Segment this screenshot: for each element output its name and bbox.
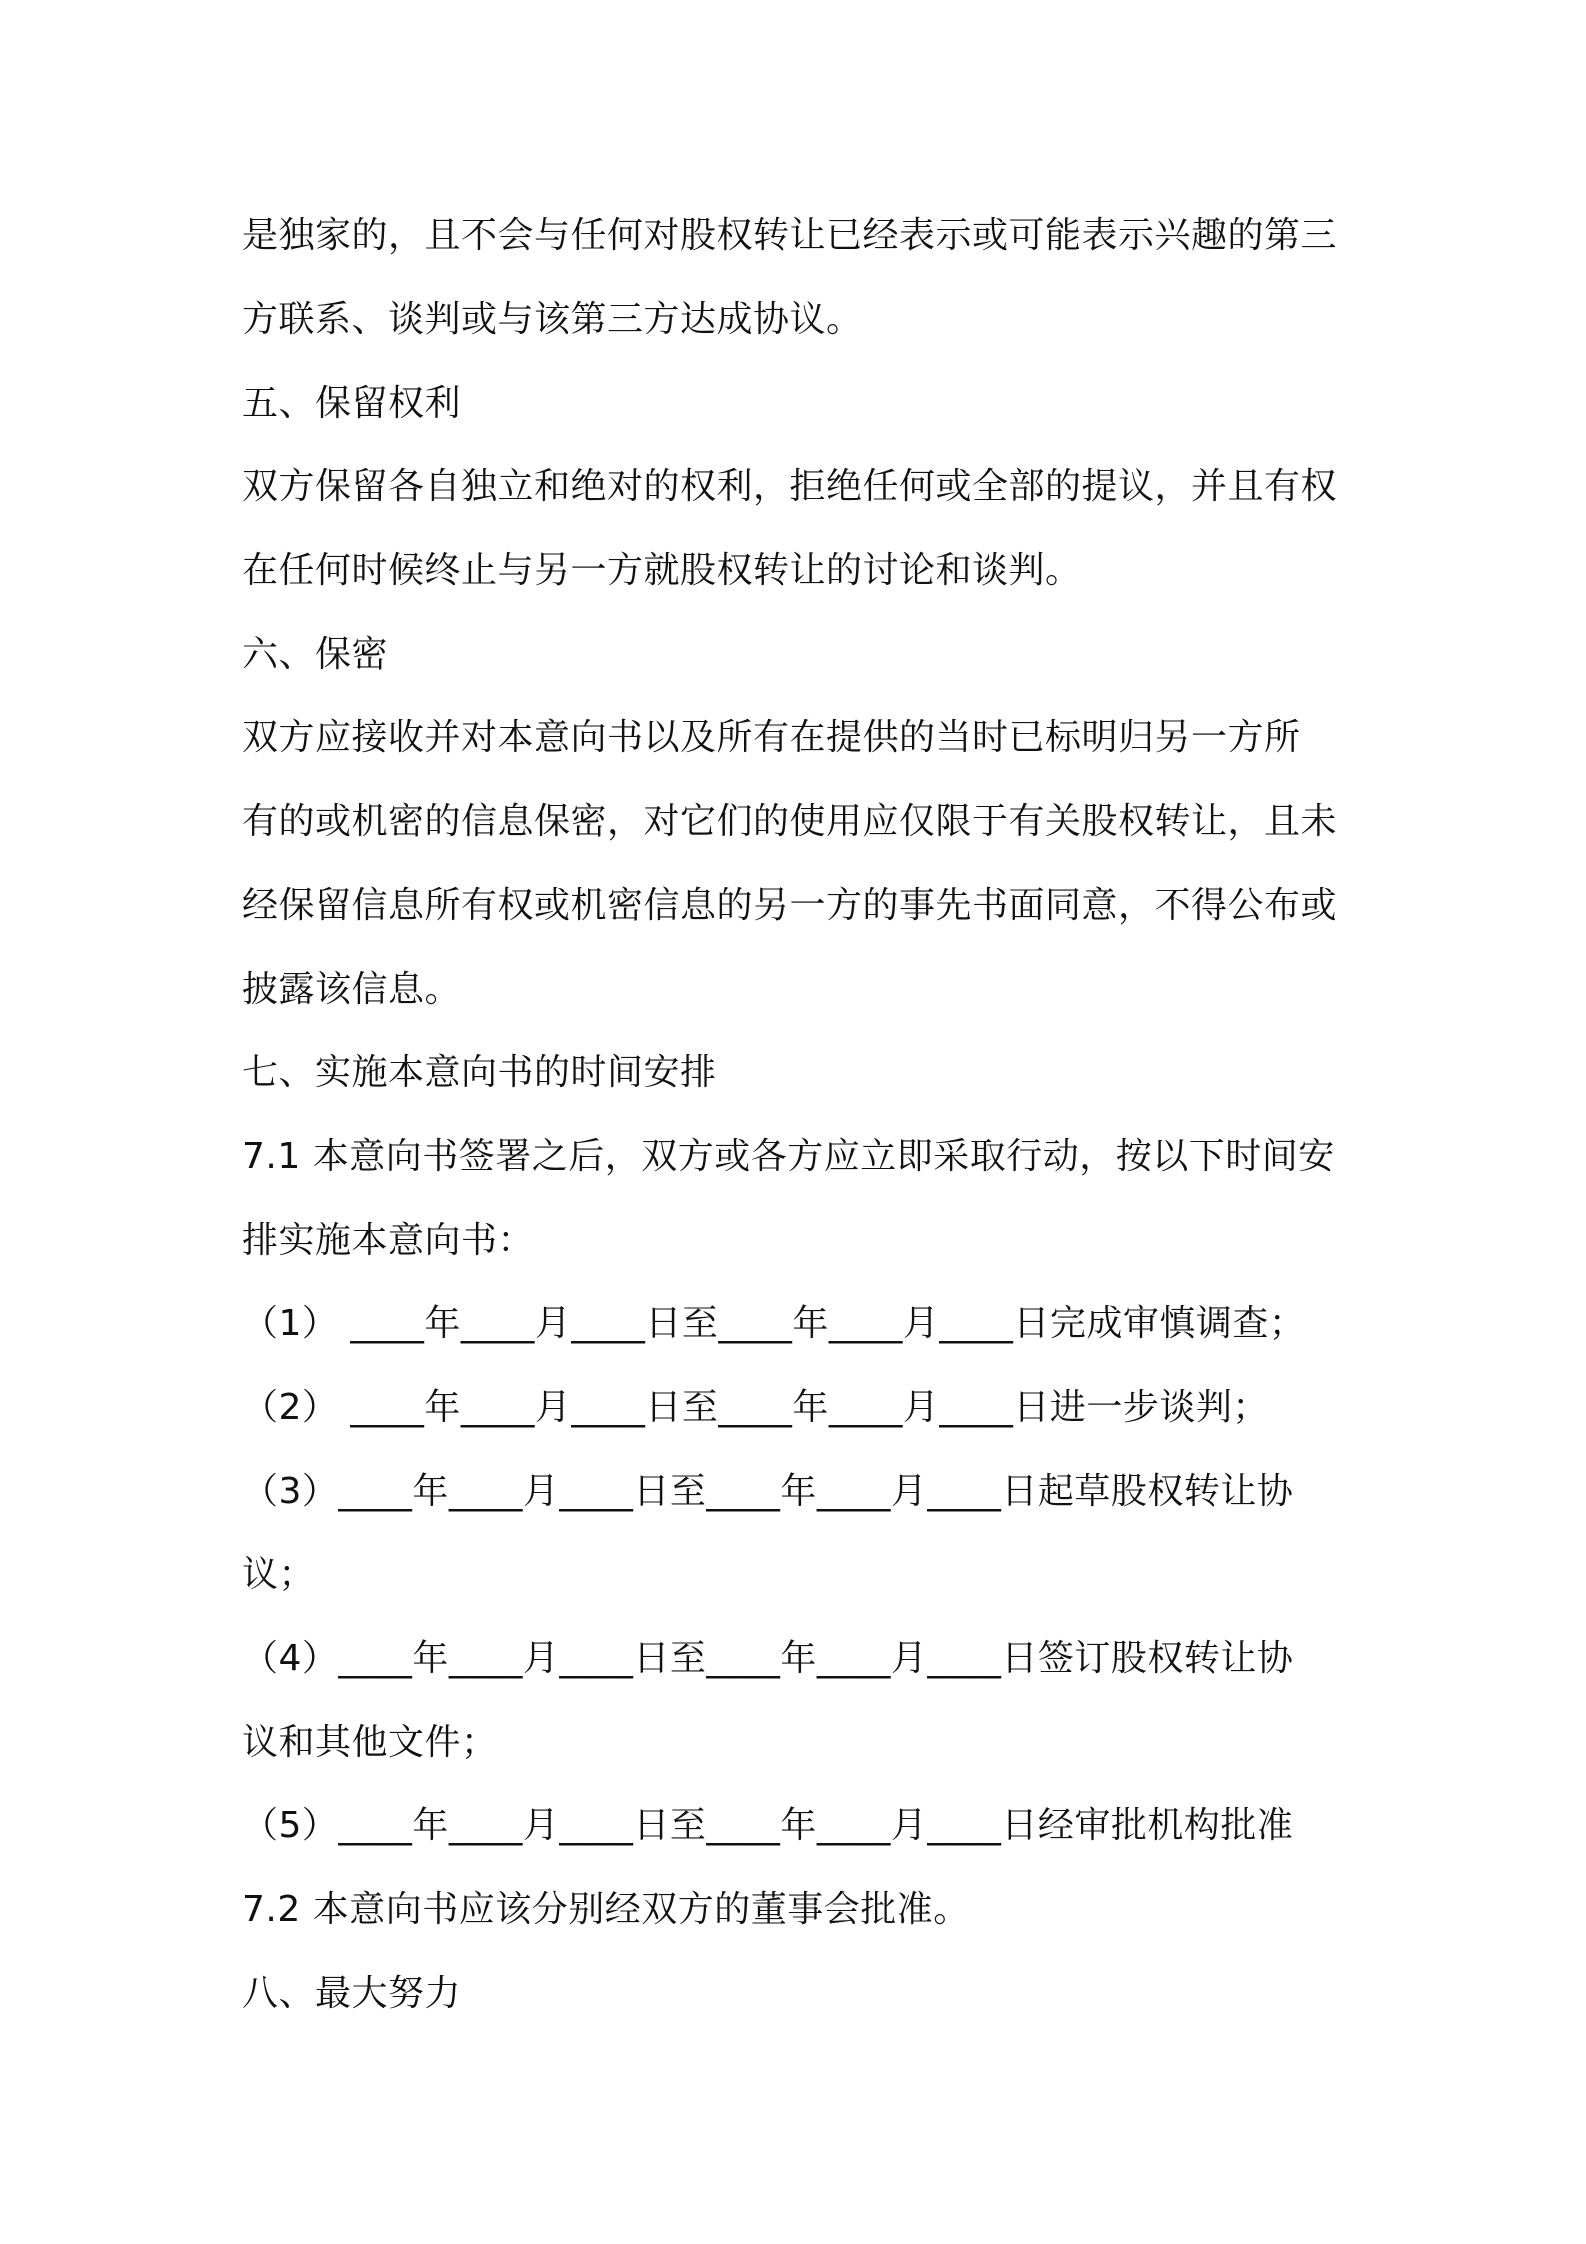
section-heading-6: 六、保密 [242, 634, 389, 675]
paragraph-line: 双方应接收并对本意向书以及所有在提供的当时已标明归另一方所 [242, 717, 1301, 758]
section-heading-7: 七、实施本意向书的时间安排 [242, 1052, 717, 1093]
paragraph-line: 披露该信息。 [242, 969, 462, 1010]
paragraph-line: 排实施本意向书： [242, 1220, 535, 1261]
paragraph-line: 双方保留各自独立和绝对的权利，拒绝任何或全部的提议，并且有权 [242, 466, 1338, 507]
clause-7-1: 7.1 本意向书签署之后，双方或各方应立即采取行动，按以下时间安 [242, 1136, 1335, 1177]
paragraph-line: 议； [242, 1554, 316, 1595]
paragraph-line: 在任何时候终止与另一方就股权转让的讨论和谈判。 [242, 550, 1082, 591]
paragraph-line: 经保留信息所有权或机密信息的另一方的事先书面同意，不得公布或 [242, 885, 1338, 926]
schedule-item-5: （5）____年____月____日至____年____月____日经审批机构批准 [242, 1805, 1294, 1846]
schedule-item-2: （2） ____年____月____日至____年____月____日进一步谈判； [242, 1387, 1269, 1428]
paragraph-line: 是独家的，且不会与任何对股权转让已经表示或可能表示兴趣的第三 [242, 215, 1338, 256]
schedule-item-1: （1） ____年____月____日至____年____月____日完成审慎调查； [242, 1303, 1306, 1344]
section-heading-5: 五、保留权利 [242, 383, 462, 424]
schedule-item-3: （3）____年____月____日至____年____月____日起草股权转让协 [242, 1471, 1294, 1512]
paragraph-line: 有的或机密的信息保密，对它们的使用应仅限于有关股权转让，且未 [242, 801, 1338, 842]
section-heading-8: 八、最大努力 [242, 1973, 462, 2014]
clause-7-2: 7.2 本意向书应该分别经双方的董事会批准。 [242, 1889, 970, 1930]
paragraph-line: 方联系、谈判或与该第三方达成协议。 [242, 299, 863, 340]
paragraph-line: 议和其他文件； [242, 1722, 498, 1763]
schedule-item-4: （4）____年____月____日至____年____月____日签订股权转让协 [242, 1638, 1294, 1679]
